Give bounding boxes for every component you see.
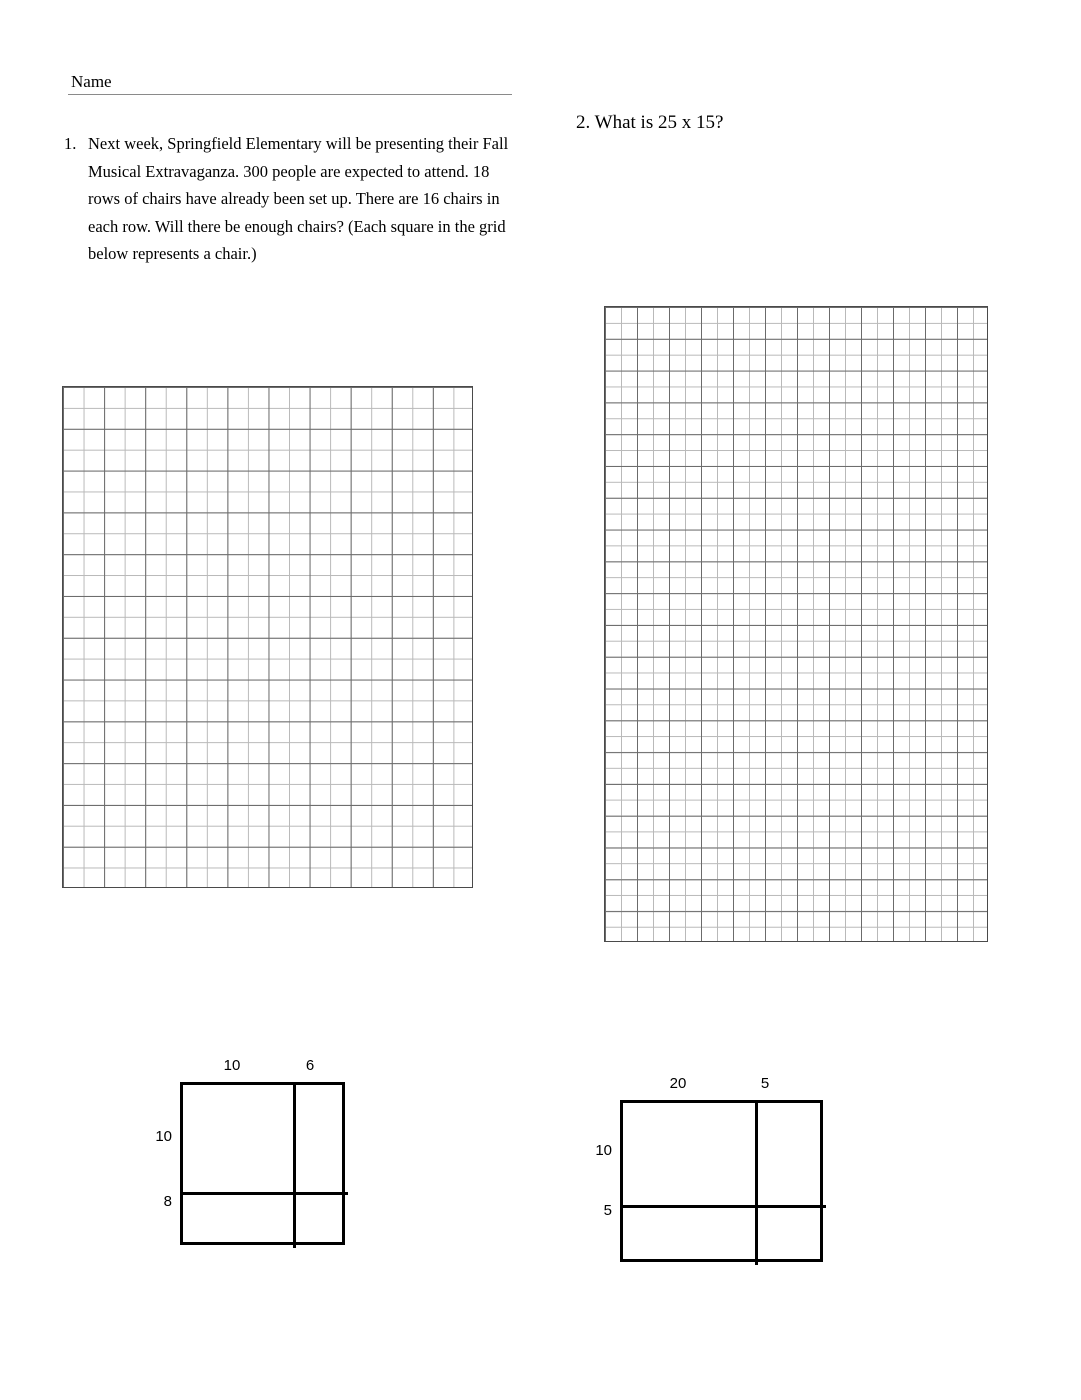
area-model-2-cell-top-right[interactable] bbox=[758, 1103, 826, 1208]
area-model-2-top-label-b: 5 bbox=[760, 1075, 770, 1092]
area-model-2-box bbox=[620, 1100, 823, 1262]
area-model-1-cell-bottom-left[interactable] bbox=[183, 1195, 296, 1248]
area-model-2-top-label-a: 20 bbox=[669, 1075, 687, 1092]
area-model-1-side-label-b: 8 bbox=[163, 1193, 172, 1210]
name-write-line[interactable] bbox=[68, 94, 512, 95]
name-label: Name bbox=[71, 72, 112, 91]
area-model-1-cell-top-right[interactable] bbox=[296, 1085, 348, 1195]
question-1-text: Next week, Springfield Elementary will be presenting their Fall Musical Extravaganza. 300 people are expected to attend. 18 rows of chairs have already been set up. There are 16 chairs in each row. Will there be enough chairs? (Each square in the grid below represents a chair.) bbox=[88, 134, 509, 263]
question-1-number: 1. bbox=[64, 134, 77, 153]
area-model-2-cell-bottom-left[interactable] bbox=[623, 1208, 758, 1265]
area-model-1 bbox=[140, 1055, 420, 1255]
name-field-row bbox=[68, 72, 512, 95]
area-model-1-cell-bottom-right[interactable] bbox=[296, 1195, 348, 1248]
area-model-2-cell-top-left[interactable] bbox=[623, 1103, 758, 1208]
area-model-2 bbox=[580, 1075, 860, 1275]
area-model-1-cell-top-left[interactable] bbox=[183, 1085, 296, 1195]
left-answer-grid[interactable] bbox=[62, 386, 473, 888]
area-model-1-top-label-b: 6 bbox=[305, 1057, 315, 1074]
question-2-text: 2. What is 25 x 15? bbox=[576, 112, 724, 133]
right-answer-grid[interactable] bbox=[604, 306, 988, 942]
area-model-1-box bbox=[180, 1082, 345, 1245]
area-model-2-side-label-a: 10 bbox=[595, 1142, 612, 1159]
area-model-1-side-label-a: 10 bbox=[155, 1128, 172, 1145]
area-model-2-cell-bottom-right[interactable] bbox=[758, 1208, 826, 1265]
area-model-2-side-label-b: 5 bbox=[603, 1202, 612, 1219]
area-model-1-top-label-a: 10 bbox=[223, 1057, 241, 1074]
question-1 bbox=[64, 130, 516, 268]
question-2 bbox=[576, 110, 996, 136]
